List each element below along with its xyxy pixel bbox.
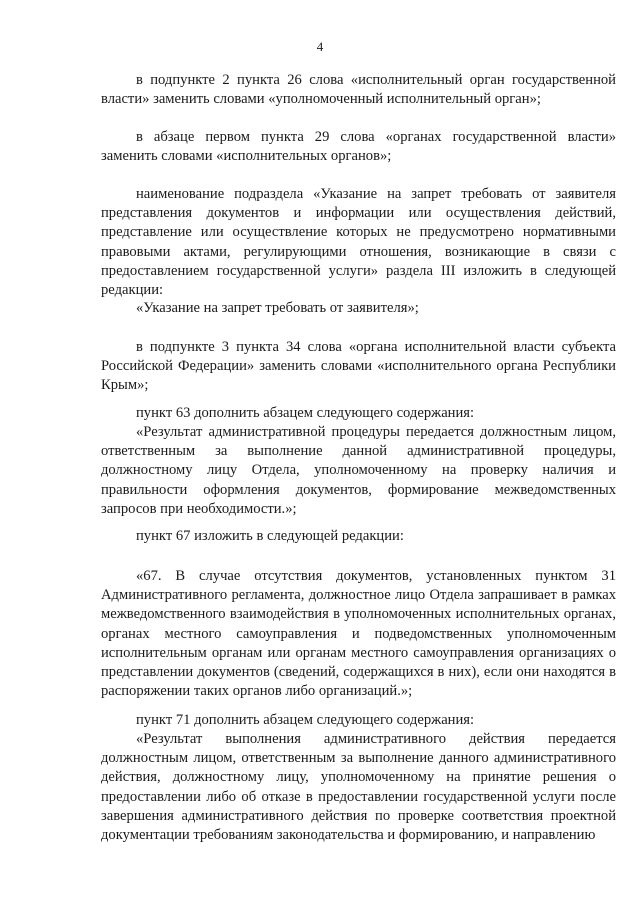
paragraph-71-intro: пункт 71 дополнить абзацем следующего содержания: xyxy=(136,712,475,728)
paragraph-63-intro: пункт 63 дополнить абзацем следующего содержания: xyxy=(136,405,475,421)
paragraph-67-text: «67. В случае отсутствия документов, установленных пунктом 31 Административного регламента, должностное лицо Отдела запрашивает в рамках межведомственного взаимодействия в уполномоченных исполнительных органах, органах местного самоуправления и подведомственных уполномоченным исполнительным органам или органам местного самоуправления организациях о представлении документов (сведений, содержащихся в них), если они находятся в распоряжении таких органов либо организаций.»; xyxy=(101,568,616,700)
paragraph-63-text: «Результат административной процедуры передается должностным лицом, ответственным за выполнение данной административной процедуры, должностному лицу Отдела, уполномоченному на проверку наличия и правильности оформления документов, формирование межведомственных запросов при необходимости.»; xyxy=(101,424,616,517)
paragraph-26-amendment: в подпункте 2 пункта 26 слова «исполнительный орган государственной власти» заменить словами «уполномоченный исполнительный орган»; xyxy=(101,72,616,108)
page-number: 4 xyxy=(316,39,324,54)
paragraph-67-intro: пункт 67 изложить в следующей редакции: xyxy=(136,528,404,544)
paragraph-34-amendment: в подпункте 3 пункта 34 слова «органа исполнительной власти субъекта Российской Федерации» заменить словами «исполнительного органа Республики Крым»; xyxy=(101,339,616,394)
paragraph-new-title: «Указание на запрет требовать от заявителя»; xyxy=(136,300,419,316)
paragraph-29-amendment: в абзаце первом пункта 29 слова «органах государственной власти» заменить словами «исполнительных органов»; xyxy=(101,129,616,165)
paragraph-subsection-title: наименование подраздела «Указание на запрет требовать от заявителя представления документов и информации или осуществления действий, представление или осуществление которых не предусмотрено нормативными правовыми актами, регулирующими отношения, возникающие в связи с предоставлением государственной услуги» раздела III изложить в следующей редакции: xyxy=(101,186,616,299)
paragraph-71-text: «Результат выполнения административного действия передается должностным лицом, ответственным за выполнение данного административного действия, должностному лицу, уполномоченному на принятие решения о предоставлении либо об отказе в предоставлении государственной услуги после завершения административного действия по проверке соответствия проектной документации требованиям законодательства и формированию, и направлению xyxy=(101,731,616,844)
